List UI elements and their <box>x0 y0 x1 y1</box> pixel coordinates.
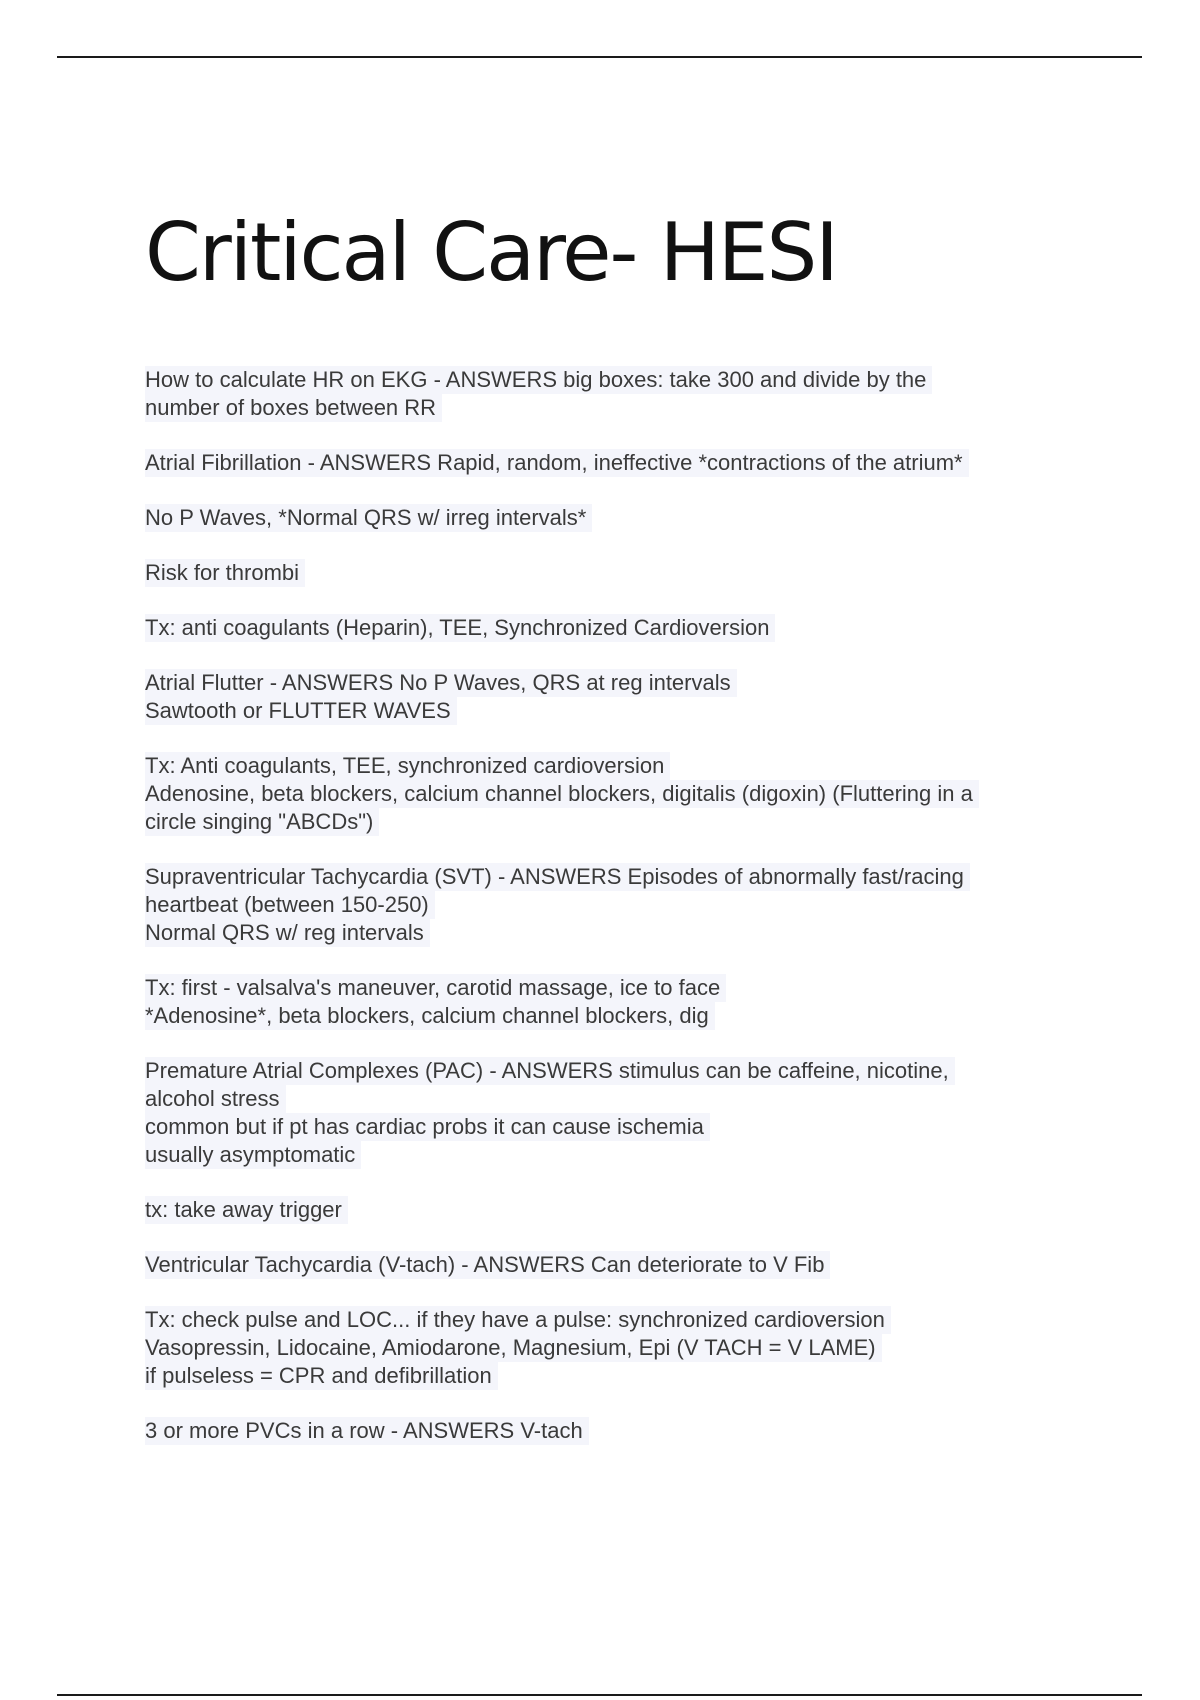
paragraph-pvcs <box>145 1417 1085 1445</box>
text-line: Supraventricular Tachycardia (SVT) - ANSWERS Episodes of abnormally fast/racing <box>145 863 970 891</box>
text-line: Adenosine, beta blockers, calcium channel blockers, digitalis (digoxin) (Fluttering in a <box>145 780 979 808</box>
bottom-rule <box>57 1694 1142 1696</box>
paragraph-svt <box>145 863 1085 947</box>
text-line: Tx: anti coagulants (Heparin), TEE, Synchronized Cardioversion <box>145 614 775 642</box>
paragraph-aflutter-tx <box>145 752 1085 836</box>
text-line: Vasopressin, Lidocaine, Amiodarone, Magnesium, Epi (V TACH = V LAME) <box>145 1334 882 1362</box>
paragraph-vtach <box>145 1251 1085 1279</box>
text-line: Tx: Anti coagulants, TEE, synchronized cardioversion <box>145 752 670 780</box>
text-line: usually asymptomatic <box>145 1141 361 1169</box>
top-rule <box>57 56 1142 58</box>
text-line: common but if pt has cardiac probs it can cause ischemia <box>145 1113 710 1141</box>
text-line: No P Waves, *Normal QRS w/ irreg intervals* <box>145 504 592 532</box>
text-line: tx: take away trigger <box>145 1196 348 1224</box>
text-line: Atrial Fibrillation - ANSWERS Rapid, random, ineffective *contractions of the atrium* <box>145 449 969 477</box>
paragraph-afib-waves <box>145 504 1085 532</box>
paragraph-pac-tx <box>145 1196 1085 1224</box>
text-line: circle singing "ABCDs") <box>145 808 379 836</box>
text-line: Premature Atrial Complexes (PAC) - ANSWERS stimulus can be caffeine, nicotine, <box>145 1057 955 1085</box>
text-line: number of boxes between RR <box>145 394 442 422</box>
paragraph-hr-ekg <box>145 366 1085 422</box>
paragraph-afib <box>145 449 1085 477</box>
page-title: Critical Care- HESI <box>145 206 837 299</box>
text-line: *Adenosine*, beta blockers, calcium channel blockers, dig <box>145 1002 715 1030</box>
paragraph-afib-tx <box>145 614 1085 642</box>
text-line: How to calculate HR on EKG - ANSWERS big boxes: take 300 and divide by the <box>145 366 932 394</box>
text-line: Atrial Flutter - ANSWERS No P Waves, QRS at reg intervals <box>145 669 737 697</box>
paragraph-vtach-tx <box>145 1306 1085 1390</box>
text-line: if pulseless = CPR and defibrillation <box>145 1362 498 1390</box>
paragraph-svt-tx <box>145 974 1085 1030</box>
text-line: Normal QRS w/ reg intervals <box>145 919 430 947</box>
text-line: alcohol stress <box>145 1085 286 1113</box>
text-line: Risk for thrombi <box>145 559 305 587</box>
paragraph-pac <box>145 1057 1085 1169</box>
text-line: heartbeat (between 150-250) <box>145 891 435 919</box>
paragraph-afib-risk <box>145 559 1085 587</box>
document-body <box>145 366 1085 1472</box>
text-line: Sawtooth or FLUTTER WAVES <box>145 697 457 725</box>
text-line: Tx: check pulse and LOC... if they have a pulse: synchronized cardioversion <box>145 1306 891 1334</box>
paragraph-aflutter <box>145 669 1085 725</box>
text-line: Ventricular Tachycardia (V-tach) - ANSWERS Can deteriorate to V Fib <box>145 1251 830 1279</box>
text-line: Tx: first - valsalva's maneuver, carotid massage, ice to face <box>145 974 726 1002</box>
text-line: 3 or more PVCs in a row - ANSWERS V-tach <box>145 1417 589 1445</box>
